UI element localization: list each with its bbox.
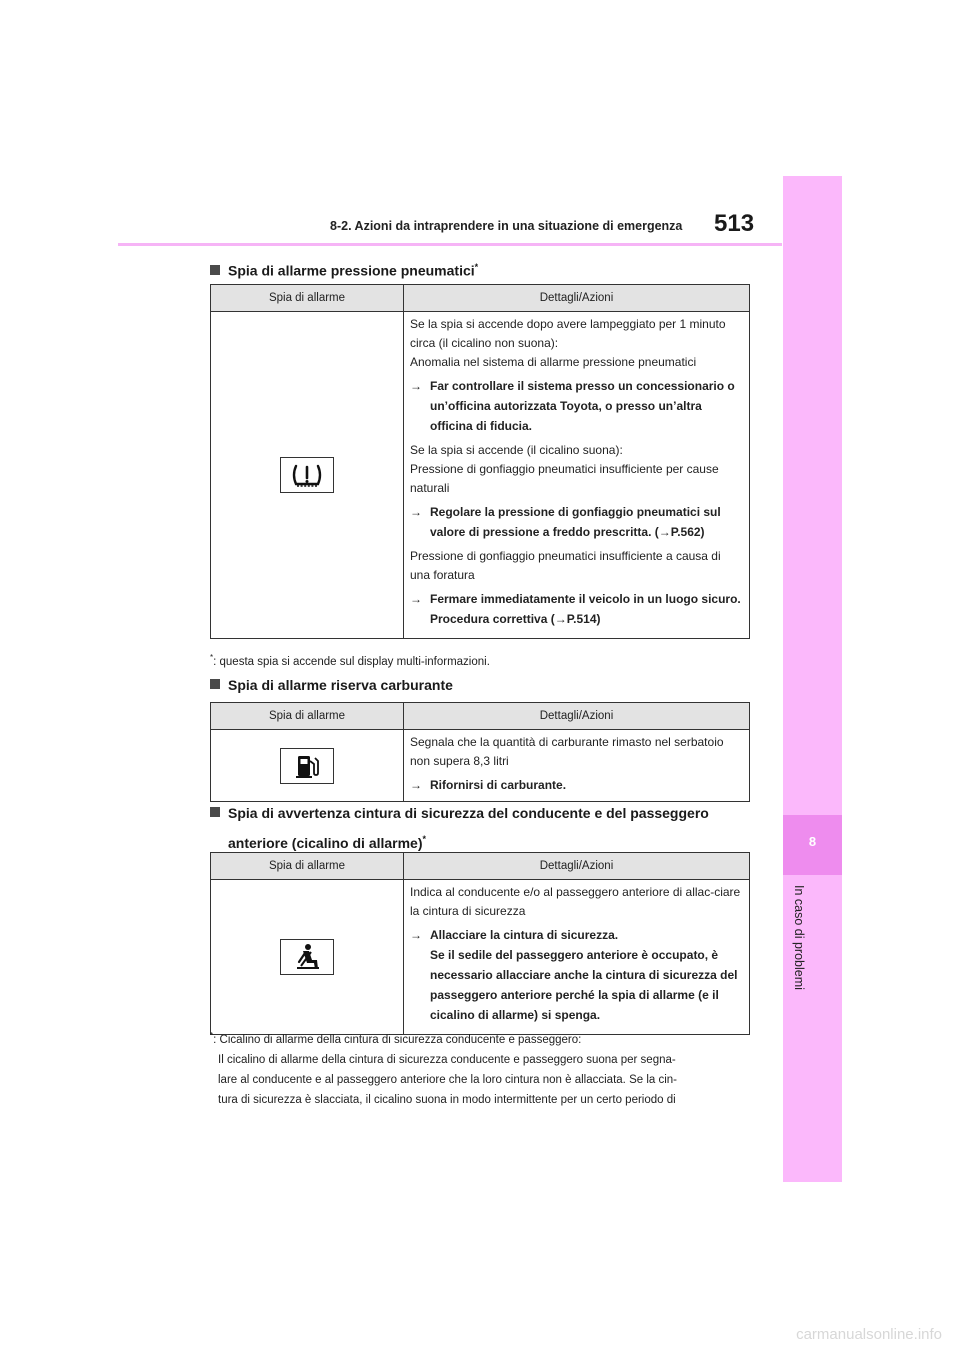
table-header-row [211, 703, 750, 730]
side-tab [783, 176, 842, 1182]
section-title-tire-pressure: Spia di allarme pressione pneumatici* [210, 254, 478, 284]
table-row [211, 730, 750, 802]
footnote-line: *: Cicalino di allarme della cintura di sicurezza conducente e passeggero: [210, 1031, 582, 1046]
seatbelt-table [210, 852, 750, 1035]
detail-text: Se la spia si accende (il cicalino suona): [410, 443, 623, 457]
col-header-details: Dettagli/Azioni [404, 853, 750, 880]
detail-text: Se la spia si accende dopo avere lampeggiato per 1 minuto circa (il cicalino non suona): [410, 317, 726, 350]
footnote-line: lare al conducente e al passeggero anteriore che la loro cintura non è allacciata. Se la cin- [218, 1073, 678, 1086]
detail-text: Pressione di gonfiaggio pneumatici insufficiente per cause naturali [410, 462, 719, 495]
section-title-seatbelt: Spia di avvertenza cintura di sicurezza del conducente e del passeggero anteriore (cicalino di allarme)* [210, 800, 750, 856]
footnote-line: Il cicalino di allarme della cintura di sicurezza conducente e passeggero suona per segna- [218, 1053, 676, 1066]
chapter-number: 8 [808, 834, 817, 849]
watermark: carmanualsonline.info [796, 1326, 942, 1343]
table-header-row [211, 853, 750, 880]
section-header: 8-2. Azioni da intraprendere in una situazione di emergenza [330, 219, 683, 233]
tire-pressure-table [210, 284, 750, 639]
tire-pressure-warning-icon [280, 457, 334, 493]
action-item: → Far controllare il sistema presso un concessionario o un’officina autorizzata Toyota, o presso un’altra officina di fiducia. [410, 376, 743, 436]
footnote-seatbelt [210, 1026, 750, 1110]
fuel-pump-icon [280, 748, 334, 784]
col-header-warning-light: Spia di allarme [211, 703, 404, 730]
icon-cell [211, 730, 404, 802]
col-header-warning-light: Spia di allarme [211, 853, 404, 880]
details-cell [404, 880, 750, 1035]
details-cell [404, 730, 750, 802]
details-cell [404, 312, 750, 639]
detail-text: Anomalia nel sistema di allarme pressione pneumatici [410, 355, 697, 369]
action-item: → Regolare la pressione di gonfiaggio pneumatici sul valore di pressione a freddo prescritta. (→P.562) [410, 502, 743, 542]
arrow-icon: → [410, 379, 422, 393]
page-number: 513 [714, 210, 755, 237]
chapter-label: In caso di problemi [792, 885, 806, 990]
table-row [211, 880, 750, 1035]
action-item: → Rifornirsi di carburante. [410, 775, 743, 795]
detail-text: Pressione di gonfiaggio pneumatici insufficiente a causa di una foratura [410, 549, 721, 582]
col-header-details: Dettagli/Azioni [404, 285, 750, 312]
bullet-square-icon [210, 807, 220, 817]
icon-cell [211, 880, 404, 1035]
section-title-fuel: Spia di allarme riserva carburante [210, 672, 453, 698]
footnote-line: tura di sicurezza è slacciata, il cicalino suona in modo intermittente per un certo periodo di [218, 1093, 676, 1106]
table-row [211, 312, 750, 639]
arrow-icon: → [410, 592, 422, 606]
detail-text: Segnala che la quantità di carburante rimasto nel serbatoio non supera 8,3 litri [410, 735, 724, 768]
action-item: → Allacciare la cintura di sicurezza. Se il sedile del passeggero anteriore è occupato, è necessario allacciare anche la cintura di sicurezza del passeggero anteriore perché la spia di allarme (e il cicalino di allarme) si spenga. [410, 925, 743, 1025]
header-rule [118, 243, 782, 246]
icon-cell [211, 312, 404, 639]
detail-text: Indica al conducente e/o al passeggero anteriore di allac-ciare la cintura di sicurezza [410, 885, 741, 918]
table-header-row [211, 285, 750, 312]
footnote-tire-pressure: *: questa spia si accende sul display multi-informazioni. [210, 653, 490, 668]
action-item: → Fermare immediatamente il veicolo in un luogo sicuro. Procedura correttiva (→P.514) [410, 589, 743, 629]
seatbelt-reminder-icon [280, 939, 334, 975]
bullet-square-icon [210, 679, 220, 689]
arrow-icon: → [410, 778, 422, 792]
bullet-square-icon [210, 265, 220, 275]
arrow-icon: → [410, 505, 422, 519]
col-header-details: Dettagli/Azioni [404, 703, 750, 730]
col-header-warning-light: Spia di allarme [211, 285, 404, 312]
arrow-icon: → [410, 928, 422, 942]
fuel-table [210, 702, 750, 802]
